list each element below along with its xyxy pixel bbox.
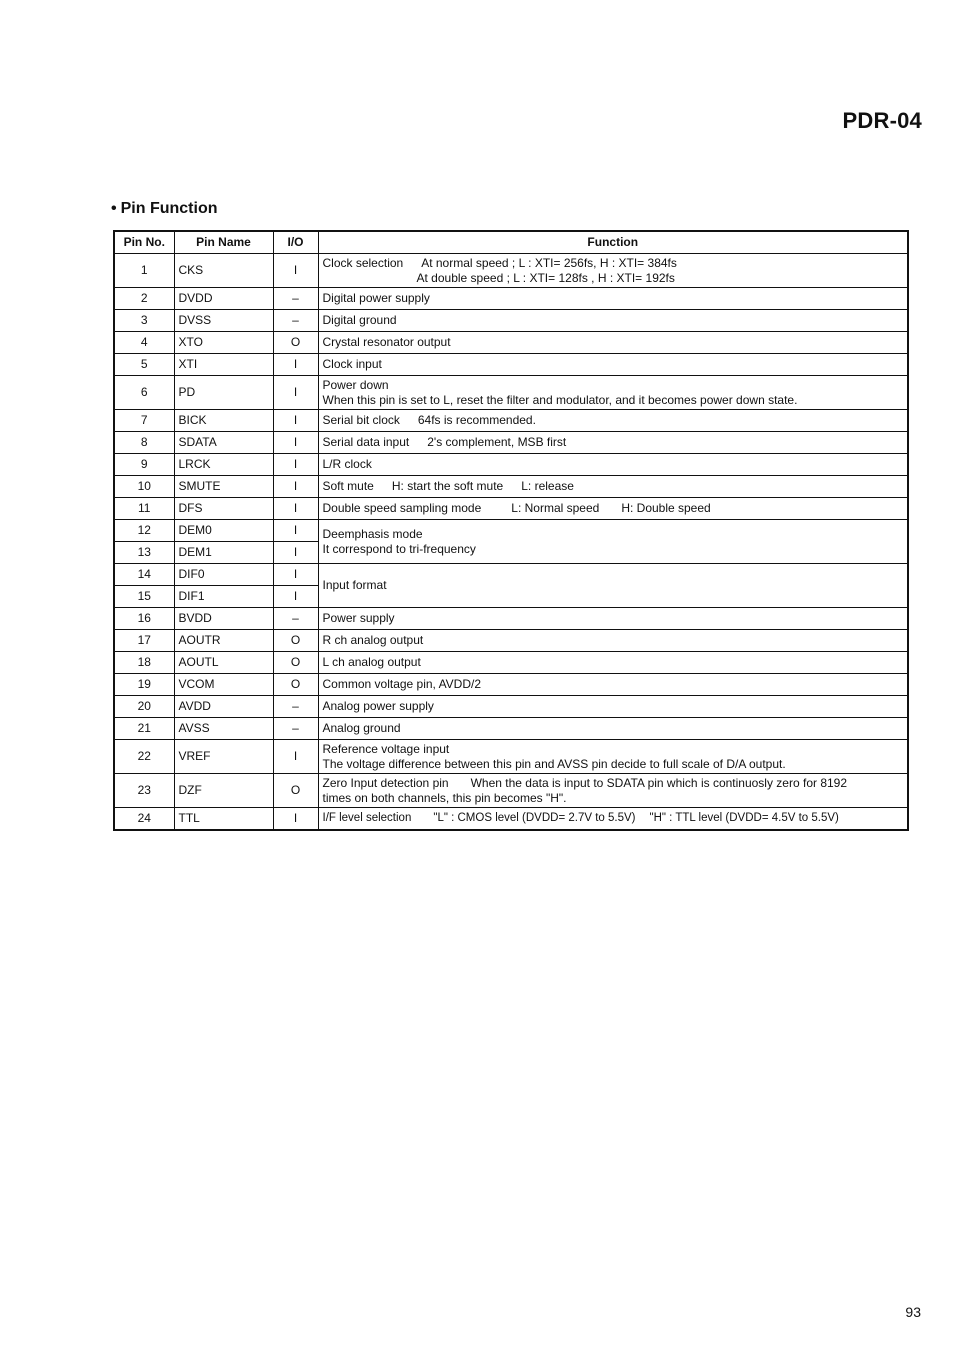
- table-row: [114, 520, 908, 542]
- pin-no: 17: [114, 630, 174, 652]
- pin-no: 15: [114, 586, 174, 608]
- pin-no: 8: [114, 432, 174, 454]
- table-row: [114, 808, 908, 831]
- table-row: [114, 454, 908, 476]
- table-row: [114, 652, 908, 674]
- pin-io: O: [273, 674, 318, 696]
- function-text: I/F level selection: [322, 812, 412, 824]
- function-text: Double speed sampling mode: [322, 501, 482, 515]
- function-text: Soft mute: [322, 479, 374, 493]
- page-number: 93: [905, 1304, 921, 1320]
- pin-no: 13: [114, 542, 174, 564]
- pin-function: [318, 476, 908, 498]
- pin-io: O: [273, 652, 318, 674]
- pin-io: –: [273, 696, 318, 718]
- function-detail-extra: L: release: [521, 479, 574, 493]
- table-row: [114, 774, 908, 808]
- pin-name: TTL: [174, 808, 273, 831]
- pin-function: L/R clock: [318, 454, 908, 476]
- pin-function: Clock input: [318, 354, 908, 376]
- pin-io: I: [273, 740, 318, 774]
- pin-name: DEM0: [174, 520, 273, 542]
- table-row: [114, 608, 908, 630]
- table-row: [114, 674, 908, 696]
- pin-name: AVDD: [174, 696, 273, 718]
- table-row: [114, 288, 908, 310]
- function-detail-line2: times on both channels, this pin becomes "H".: [322, 790, 567, 805]
- header-pin-name: Pin Name: [174, 231, 273, 254]
- pin-io: I: [273, 586, 318, 608]
- function-detail: AVDD/2: [438, 677, 482, 691]
- pin-io: I: [273, 454, 318, 476]
- table-row: [114, 718, 908, 740]
- pin-function-table: [113, 230, 909, 831]
- pin-no: 24: [114, 808, 174, 831]
- pin-function: [318, 410, 908, 432]
- pin-name: DFS: [174, 498, 273, 520]
- pin-name: PD: [174, 376, 273, 410]
- function-detail: H: start the soft mute: [391, 479, 504, 493]
- pin-io: I: [273, 410, 318, 432]
- pin-no: 12: [114, 520, 174, 542]
- table-row: [114, 310, 908, 332]
- header-pin-no: Pin No.: [114, 231, 174, 254]
- pin-io: I: [273, 376, 318, 410]
- pin-function: Crystal resonator output: [318, 332, 908, 354]
- pin-name: AOUTL: [174, 652, 273, 674]
- pin-io: I: [273, 254, 318, 288]
- function-text: Serial bit clock: [322, 413, 400, 427]
- pin-function: [318, 774, 908, 808]
- table-row: [114, 254, 908, 288]
- pin-name: LRCK: [174, 454, 273, 476]
- pin-io: I: [273, 354, 318, 376]
- pin-io: O: [273, 332, 318, 354]
- pin-no: 19: [114, 674, 174, 696]
- table-row: [114, 476, 908, 498]
- pin-function: Analog power supply: [318, 696, 908, 718]
- function-detail-line2: The voltage difference between this pin and AVSS pin decide to full scale of D/A output.: [322, 756, 786, 771]
- pin-function: Digital power supply: [318, 288, 908, 310]
- pin-function: R ch analog output: [318, 630, 908, 652]
- pin-function: Analog ground: [318, 718, 908, 740]
- pin-no: 6: [114, 376, 174, 410]
- function-detail-line2: At double speed ; L : XTI= 128fs , H : XTI= 192fs: [416, 270, 675, 285]
- pin-name: BICK: [174, 410, 273, 432]
- pin-no: 14: [114, 564, 174, 586]
- pin-function: Digital ground: [318, 310, 908, 332]
- function-detail: L: Normal speed: [511, 501, 600, 515]
- pin-function: [318, 254, 908, 288]
- pin-name: VCOM: [174, 674, 273, 696]
- pin-io: I: [273, 564, 318, 586]
- function-text: Common voltage pin,: [322, 677, 436, 691]
- pin-io: I: [273, 542, 318, 564]
- function-text: Clock selection: [322, 255, 404, 270]
- pin-no: 3: [114, 310, 174, 332]
- pin-no: 11: [114, 498, 174, 520]
- pin-name: BVDD: [174, 608, 273, 630]
- function-detail-extra: H: Double speed: [621, 501, 711, 515]
- table-row: [114, 498, 908, 520]
- table-row: [114, 630, 908, 652]
- pin-io: –: [273, 718, 318, 740]
- pin-io: I: [273, 498, 318, 520]
- pin-no: 22: [114, 740, 174, 774]
- section-title: [111, 200, 217, 218]
- function-detail: When the data is input to SDATA pin which is continuosly zero for 8192: [470, 775, 848, 790]
- pin-name: DVDD: [174, 288, 273, 310]
- pin-no: 18: [114, 652, 174, 674]
- pin-name: DEM1: [174, 542, 273, 564]
- header-io: I/O: [273, 231, 318, 254]
- pin-io: I: [273, 808, 318, 831]
- pin-name: CKS: [174, 254, 273, 288]
- pin-name: XTI: [174, 354, 273, 376]
- pin-no: 2: [114, 288, 174, 310]
- pin-function: [318, 520, 908, 564]
- pin-io: –: [273, 608, 318, 630]
- pin-function: [318, 808, 908, 831]
- function-detail: At normal speed ; L : XTI= 256fs, H : XTI= 384fs: [421, 255, 677, 270]
- pin-function: Power supply: [318, 608, 908, 630]
- table-row: [114, 564, 908, 586]
- pin-io: I: [273, 520, 318, 542]
- table-row: [114, 354, 908, 376]
- pin-name: VREF: [174, 740, 273, 774]
- pin-no: 4: [114, 332, 174, 354]
- function-detail-extra: "H" : TTL level (DVDD= 4.5V to 5.5V): [649, 812, 839, 824]
- function-detail: "L" : CMOS level (DVDD= 2.7V to 5.5V): [433, 812, 636, 824]
- table-row: [114, 740, 908, 774]
- pin-name: XTO: [174, 332, 273, 354]
- function-detail: 64fs is recommended.: [417, 413, 536, 427]
- pin-io: I: [273, 476, 318, 498]
- pin-name: DIF1: [174, 586, 273, 608]
- pin-function: L ch analog output: [318, 652, 908, 674]
- pin-name: DIF0: [174, 564, 273, 586]
- pin-no: 20: [114, 696, 174, 718]
- pin-name: AOUTR: [174, 630, 273, 652]
- function-text: Reference voltage input: [322, 741, 450, 756]
- function-text: Power down: [322, 377, 389, 392]
- pin-io: O: [273, 630, 318, 652]
- pin-no: 1: [114, 254, 174, 288]
- pin-function: Input format: [318, 564, 908, 608]
- pin-no: 21: [114, 718, 174, 740]
- document-model-number: PDR-04: [842, 108, 922, 133]
- header-function: Function: [318, 231, 908, 254]
- section-bullet: •: [111, 200, 117, 217]
- table-row: [114, 332, 908, 354]
- pin-io: O: [273, 774, 318, 808]
- table-header-row: [114, 231, 908, 254]
- pin-function: [318, 498, 908, 520]
- pin-io: –: [273, 310, 318, 332]
- table-row: [114, 432, 908, 454]
- pin-name: DZF: [174, 774, 273, 808]
- pin-function: [318, 740, 908, 774]
- pin-function: [318, 674, 908, 696]
- pin-function: [318, 432, 908, 454]
- pin-name: SMUTE: [174, 476, 273, 498]
- pin-no: 16: [114, 608, 174, 630]
- pin-name: SDATA: [174, 432, 273, 454]
- table-row: [114, 410, 908, 432]
- function-detail: 2's complement, MSB first: [427, 435, 567, 449]
- table-row: [114, 696, 908, 718]
- pin-name: DVSS: [174, 310, 273, 332]
- function-detail-line2: When this pin is set to L, reset the filter and modulator, and it becomes power down state.: [322, 392, 798, 407]
- pin-name: AVSS: [174, 718, 273, 740]
- function-text: Zero Input detection pin: [322, 775, 449, 790]
- pin-function: [318, 376, 908, 410]
- table-row: [114, 376, 908, 410]
- pin-no: 9: [114, 454, 174, 476]
- pin-no: 23: [114, 774, 174, 808]
- function-detail-line2: It correspond to tri-frequency: [322, 541, 476, 556]
- pin-io: –: [273, 288, 318, 310]
- pin-no: 10: [114, 476, 174, 498]
- section-title-text: Pin Function: [120, 200, 218, 217]
- function-text: Deemphasis mode: [322, 526, 423, 541]
- pin-io: I: [273, 432, 318, 454]
- function-text: Serial data input: [322, 435, 410, 449]
- pin-no: 5: [114, 354, 174, 376]
- pin-no: 7: [114, 410, 174, 432]
